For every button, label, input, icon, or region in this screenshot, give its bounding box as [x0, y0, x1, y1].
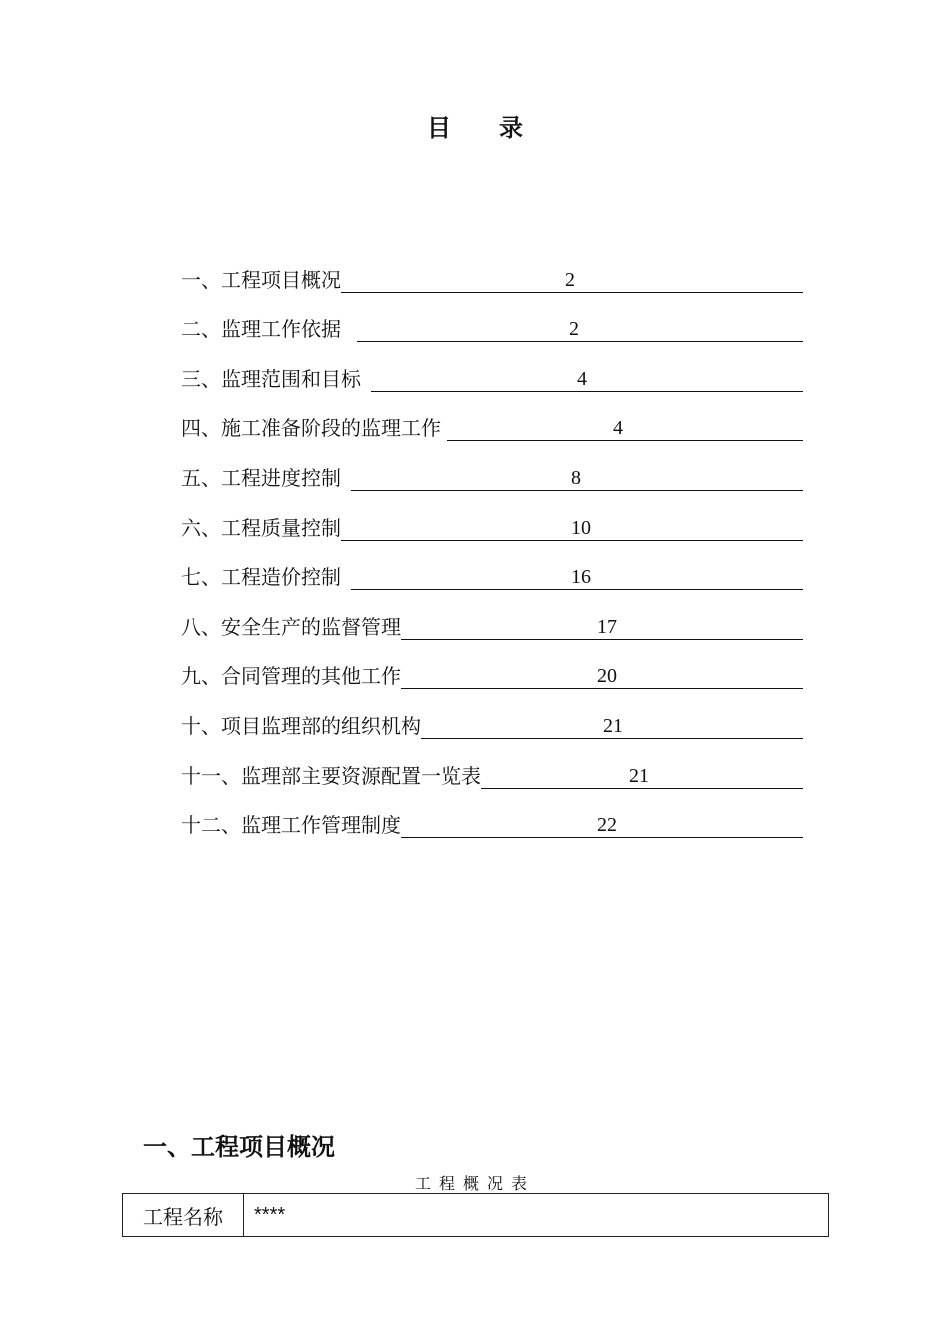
toc-leader-line — [401, 813, 803, 838]
toc-entry-label: 四、施工准备阶段的监理工作 — [181, 416, 441, 441]
toc-entry-label: 九、合同管理的其他工作 — [181, 664, 401, 689]
toc-page-number: 21 — [603, 714, 623, 737]
toc-entry-label: 十、项目监理部的组织机构 — [181, 713, 421, 738]
toc-leader-line — [401, 615, 803, 640]
toc-entry-label: 七、工程造价控制 — [181, 565, 341, 590]
toc-leader-line — [371, 367, 803, 392]
toc-page-number: 22 — [597, 814, 617, 837]
toc-page-number: 10 — [571, 516, 591, 539]
toc-entry-label: 十一、监理部主要资源配置一览表 — [181, 763, 481, 788]
toc-entry[interactable] — [181, 589, 803, 639]
toc-entry[interactable] — [181, 788, 803, 838]
toc-entry-label: 六、工程质量控制 — [181, 515, 341, 540]
table-cell-value: **** — [254, 1203, 286, 1226]
toc-page-number: 20 — [597, 665, 617, 688]
table-of-contents — [181, 242, 803, 837]
toc-leader-line — [481, 764, 803, 789]
toc-entry[interactable] — [181, 292, 803, 342]
toc-page-number: 4 — [613, 417, 623, 440]
toc-leader-line — [341, 516, 803, 541]
toc-leader-line — [351, 466, 803, 491]
toc-title — [0, 108, 950, 143]
toc-page-number: 2 — [565, 268, 575, 291]
toc-page-number: 4 — [577, 367, 587, 390]
toc-entry[interactable] — [181, 440, 803, 490]
toc-page-number: 2 — [569, 318, 579, 341]
section-heading: 一、工程项目概况 — [143, 1132, 335, 1161]
toc-leader-line — [401, 664, 803, 689]
toc-leader-line — [421, 714, 803, 739]
toc-entry-label: 五、工程进度控制 — [181, 465, 341, 490]
toc-entry[interactable] — [181, 738, 803, 788]
table-cell-key: 工程名称 — [123, 1194, 244, 1236]
toc-entry[interactable] — [181, 391, 803, 441]
toc-leader-line — [341, 268, 803, 293]
toc-title-char-2: 录 — [499, 113, 523, 142]
toc-entry-label: 三、监理范围和目标 — [181, 366, 361, 391]
toc-page-number: 17 — [597, 615, 617, 638]
toc-page-number: 8 — [571, 466, 581, 489]
toc-entry[interactable] — [181, 341, 803, 391]
toc-entry[interactable] — [181, 688, 803, 738]
toc-entry[interactable] — [181, 639, 803, 689]
toc-page-number: 16 — [571, 566, 591, 589]
project-overview-table — [122, 1193, 829, 1237]
toc-entry-label: 十二、监理工作管理制度 — [181, 813, 401, 838]
toc-entry-label: 二、监理工作依据 — [181, 317, 341, 342]
table-caption: 工程概况表 — [414, 1174, 535, 1193]
toc-page-number: 21 — [629, 764, 649, 787]
toc-leader-line — [351, 565, 803, 590]
toc-entry[interactable] — [181, 490, 803, 540]
toc-leader-line — [357, 317, 803, 342]
toc-title-char-1: 目 — [427, 113, 451, 142]
toc-entry-label: 八、安全生产的监督管理 — [181, 614, 401, 639]
toc-entry-label: 一、工程项目概况 — [181, 267, 341, 292]
toc-entry[interactable] — [181, 540, 803, 590]
toc-leader-line — [447, 416, 803, 441]
toc-entry[interactable] — [181, 242, 803, 292]
